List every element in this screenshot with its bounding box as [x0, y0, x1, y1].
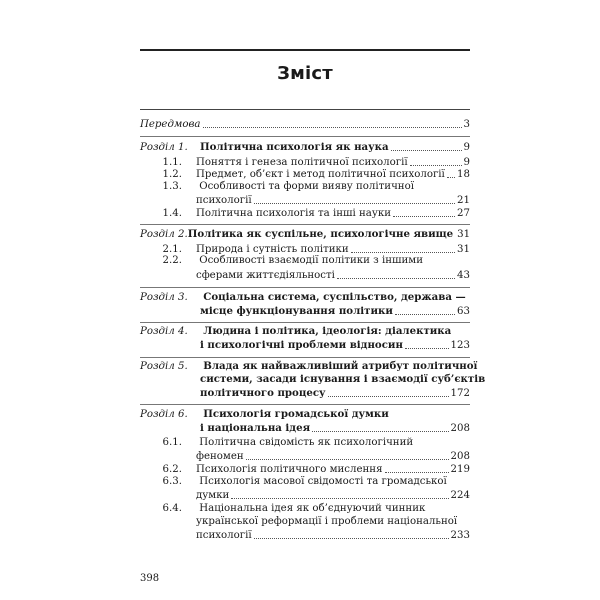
subsection-number: 1.1.: [162, 157, 182, 168]
dot-leader: [231, 498, 448, 499]
subsection-number: 1.4.: [162, 208, 182, 219]
subsection-number: 6.2.: [162, 464, 182, 475]
toc-page: 43: [457, 270, 470, 281]
toc-entry-6-4-line3[interactable]: [140, 528, 470, 542]
toc-page: 63: [457, 306, 470, 317]
toc-page: 9: [463, 142, 470, 153]
dot-leader: [254, 538, 449, 539]
toc-label: Особливості взаємодії політики з іншими: [199, 255, 423, 266]
dot-leader: [395, 314, 455, 315]
dot-leader: [254, 203, 455, 204]
toc-entry-6-4-line2[interactable]: [140, 515, 470, 529]
toc-label: думки: [196, 490, 230, 501]
toc-entry-1-4[interactable]: [140, 206, 470, 220]
toc-entry-chapter-6-line1[interactable]: [140, 408, 470, 422]
subsection-number: 2.2.: [162, 255, 182, 266]
dot-leader: [410, 165, 462, 166]
toc-label: Природа і сутність політики: [196, 244, 349, 255]
dot-leader: [328, 396, 449, 397]
toc-page: 3: [463, 119, 470, 130]
toc-label: і психологічні проблеми відносин: [200, 339, 403, 351]
toc-label: сферами життєдіяльності: [196, 270, 335, 281]
dot-leader: [393, 216, 455, 217]
top-rule: [140, 49, 470, 51]
section-divider: [140, 357, 470, 358]
dot-leader: [337, 278, 455, 279]
toc-page: 18: [457, 169, 470, 180]
toc-page: 219: [450, 464, 470, 475]
toc-entry-chapter-4-line2[interactable]: [140, 338, 470, 352]
toc-page: 9: [463, 157, 470, 168]
toc-page: 21: [457, 195, 470, 206]
toc-entry-chapter-6-line2[interactable]: [140, 421, 470, 435]
title-underline: [140, 109, 470, 110]
toc-label: Психологія політичного мислення: [196, 464, 383, 475]
chapter-number: Розділ 2.: [140, 229, 188, 240]
toc-entry-chapter-3-line2[interactable]: [140, 304, 470, 318]
toc-label: психології: [196, 530, 252, 541]
chapter-number: Розділ 1.: [140, 142, 188, 153]
toc-entry-1-3-line1[interactable]: [140, 180, 470, 194]
toc-page: 123: [450, 340, 470, 351]
toc-entry-6-1-line2[interactable]: [140, 449, 470, 463]
section-divider: [140, 404, 470, 405]
toc-entry-6-4-line1[interactable]: [140, 502, 470, 516]
dot-leader: [447, 177, 455, 178]
toc-label: Політична психологія та інші науки: [196, 208, 392, 219]
toc-label: Політична свідомість як психологічний: [199, 437, 414, 448]
toc-label: Особливості та форми вияву політичної: [199, 181, 414, 192]
toc-label: місце функціонування політики: [200, 305, 393, 317]
toc-label: політичного процесу: [200, 387, 326, 399]
toc-label: Психологія масової свідомості та громадської: [199, 476, 447, 487]
toc-label: Людина і політика, ідеологія: діалектика: [203, 325, 452, 337]
toc-entry-1-3-line2[interactable]: [140, 193, 470, 207]
chapter-number: Розділ 6.: [140, 409, 188, 420]
dot-leader: [312, 431, 448, 432]
toc-label: Політика як суспільне, психологічне явище: [187, 228, 454, 240]
dot-leader: [351, 252, 455, 253]
toc-page: 172: [450, 388, 470, 399]
toc-label: системи, засади існування і взаємодії суб’єктів: [200, 373, 486, 385]
toc-entry-6-1-line1[interactable]: [140, 436, 470, 450]
chapter-number: Розділ 3.: [140, 292, 188, 303]
toc-entry-1-2[interactable]: [140, 167, 470, 181]
dot-leader: [405, 348, 449, 349]
toc-page: 208: [450, 423, 470, 434]
dot-leader: [385, 472, 449, 473]
chapter-number: Розділ 5.: [140, 361, 188, 372]
toc-label: Предмет, об’єкт і метод політичної психології: [196, 169, 445, 180]
toc-label: Психологія громадської думки: [203, 408, 389, 420]
toc-label: Передмова: [140, 119, 201, 130]
toc-page: 224: [450, 490, 470, 501]
toc-label: Соціальна система, суспільство, держава —: [203, 291, 466, 303]
toc-entry-chapter-5-line2[interactable]: [140, 373, 486, 387]
toc-page: 31: [457, 244, 470, 255]
section-divider: [140, 224, 470, 225]
toc-label: психології: [196, 195, 252, 206]
toc-entry-6-3-line1[interactable]: [140, 475, 470, 489]
dot-leader: [246, 459, 449, 460]
toc-entry-6-3-line2[interactable]: [140, 488, 470, 502]
subsection-number: 6.1.: [162, 437, 182, 448]
toc-entry-chapter-5-line3[interactable]: [140, 386, 470, 400]
chapter-number: Розділ 4.: [140, 326, 188, 337]
toc-entry-2-2-line1[interactable]: [140, 254, 470, 268]
subsection-number: 6.3.: [162, 476, 182, 487]
subsection-number: 2.1.: [162, 244, 182, 255]
subsection-number: 6.4.: [162, 503, 182, 514]
page-title: Зміст: [277, 63, 333, 84]
toc-page: 233: [450, 530, 470, 541]
dot-leader: [391, 150, 462, 151]
toc-entry-chapter-4-line1[interactable]: [140, 325, 470, 339]
toc-label: Політична психологія як наука: [200, 141, 389, 153]
toc-page: 31: [457, 229, 471, 240]
subsection-number: 1.2.: [162, 169, 182, 180]
toc-entry-preface[interactable]: [140, 117, 470, 131]
toc-entry-chapter-3-line1[interactable]: [140, 291, 470, 305]
section-divider: [140, 287, 470, 288]
section-divider: [140, 136, 470, 137]
toc-page: 27: [457, 208, 470, 219]
toc-label: Національна ідея як об’єднуючий чинник: [199, 503, 426, 514]
toc-label: і національна ідея: [200, 422, 311, 434]
toc-entry-chapter-2[interactable]: [140, 227, 470, 241]
toc-entry-chapter-1[interactable]: [140, 140, 470, 154]
toc-label: Поняття і генеза політичної психології: [196, 157, 408, 168]
toc-entry-6-2[interactable]: [140, 462, 470, 476]
toc-page: 208: [450, 451, 470, 462]
section-divider: [140, 322, 470, 323]
toc-label: української реформації і проблеми національної: [196, 516, 458, 527]
toc-label: Влада як найважливіший атрибут політичної: [203, 360, 478, 372]
toc-entry-2-2-line2[interactable]: [140, 268, 470, 282]
dot-leader: [203, 127, 462, 128]
toc-label: феномен: [196, 451, 244, 462]
subsection-number: 1.3.: [162, 181, 182, 192]
toc-entry-chapter-5-line1[interactable]: [140, 360, 478, 374]
page-number: 398: [140, 573, 160, 584]
